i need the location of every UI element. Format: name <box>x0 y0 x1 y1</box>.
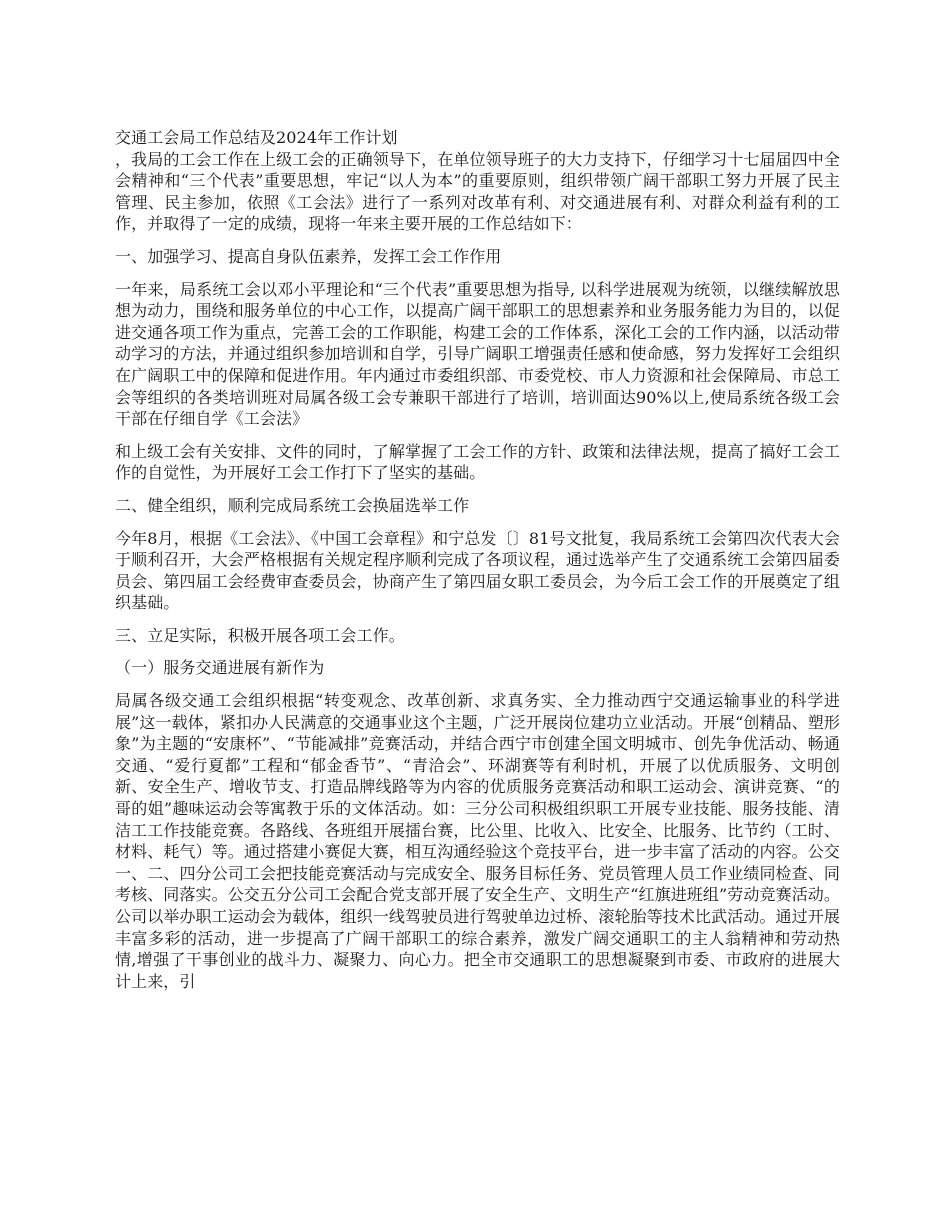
body-paragraph: 一年来，局系统工会以邓小平理论和“三个代表”重要思想为指导, 以科学进展观为统领，以继续解放思想为动力，围绕和服务单位的中心工作，以提高广阔干部职工的思想素养和业务服务能力为目的，以促进交通各项工作为重点，完善工会的工作职能，构建工会的工作体系，深化工会的工作内涵，以活动带动学习的方法，并通过组织参加培训和自学，引导广阔职工增强责任感和使命感，努力发挥好工会组织在广阔职工中的保障和促进作用。年内通过市委组织部、市委党校、市人力资源和社会保障局、市总工会等组织的各类培训班对局属各级工会专兼职干部进行了培训，培训面达90%以上,使局系统各级工会干部在仔细自学《工会法》 <box>115 279 840 429</box>
section-heading-1: 一、加强学习、提高自身队伍素养，发挥工会工作作用 <box>115 246 502 266</box>
body-paragraph: 局属各级交通工会组织根据“转变观念、改革创新、求真务实、全力推动西宁交通运输事业的科学进展”这一载体，紧扣办人民满意的交通事业这个主题，广泛开展岗位建功立业活动。开展“创精品、塑形象”为主题的“安康杯”、“节能减排”竞赛活动，并结合西宁市创建全国文明城市、创先争优活动、畅通交通、“爱行夏都”工程和“郁金香节”、“青洽会”、环湖赛等有利时机，开展了以优质服务、文明创新、安全生产、增收节支、打造品牌线路等为内容的优质服务竞赛活动和职工运动会、演讲竞赛、“的哥的姐”趣味运动会等寓教于乐的文体活动。如：三分公司积极组织职工开展专业技能、服务技能、清洁工工作技能竞赛。各路线、各班组开展擂台赛，比公里、比收入、比安全、比服务、比节约（工时、材料、耗气）等。通过搭建小赛促大赛，相互沟通经验这个竞技平台，进一步丰富了活动的内容。公交一、二、四分公司工会把技能竞赛活动与完成安全、服务目标任务、党员管理人员工作业绩同检查、同考核、同落实。公交五分公司工会配合党支部开展了安全生产、文明生产“红旗进班组”劳动竞赛活动。公司以举办职工运动会为载体，组织一线驾驶员进行驾驶单边过桥、滚轮胎等技术比武活动。通过开展丰富多彩的活动，进一步提高了广阔干部职工的综合素养，激发广阔交通职工的主人翁精神和劳动热情,增强了干事创业的战斗力、凝聚力、向心力。把全市交通职工的思想凝聚到市委、市政府的进展大计上来，引 <box>115 691 840 991</box>
section-heading-3: 三、立足实际，积极开展各项工会工作。 <box>115 625 405 645</box>
intro-paragraph: ，我局的工会工作在上级工会的正确领导下，在单位领导班子的大力支持下，仔细学习十七届届四中全会精神和“三个代表”重要思想，牢记“以人为本”的重要原则，组织带领广阔干部职工努力开展了民主管理、民主参加，依照《工会法》进行了一系列对改革有利、对交通进展有利、对群众利益有利的工作，并取得了一定的成绩，现将一年来主要开展的工作总结如下： <box>115 149 840 234</box>
section-heading-2: 二、健全组织，顺利完成局系统工会换届选举工作 <box>115 495 470 515</box>
body-paragraph: 和上级工会有关安排、文件的同时，了解掌握了工会工作的方针、政策和法律法规，提高了搞好工会工作的自觉性，为开展好工会工作打下了坚实的基础。 <box>115 441 840 483</box>
document-title: 交通工会局工作总结及2024年工作计划 <box>115 128 398 147</box>
document-body <box>115 127 840 992</box>
subsection-heading-1: （一）服务交通进展有新作为 <box>115 658 325 678</box>
body-paragraph: 今年8月，根据《工会法》、《中国工会章程》和宁总发〔〕81号文批复，我局系统工会第四次代表大会于顺利召开，大会严格根据有关规定程序顺利完成了各项议程，通过选举产生了交通系统工会第四届委员会、第四届工会经费审查委员会，协商产生了第四届女职工委员会，为今后工会工作的开展奠定了组织基础。 <box>115 528 840 613</box>
